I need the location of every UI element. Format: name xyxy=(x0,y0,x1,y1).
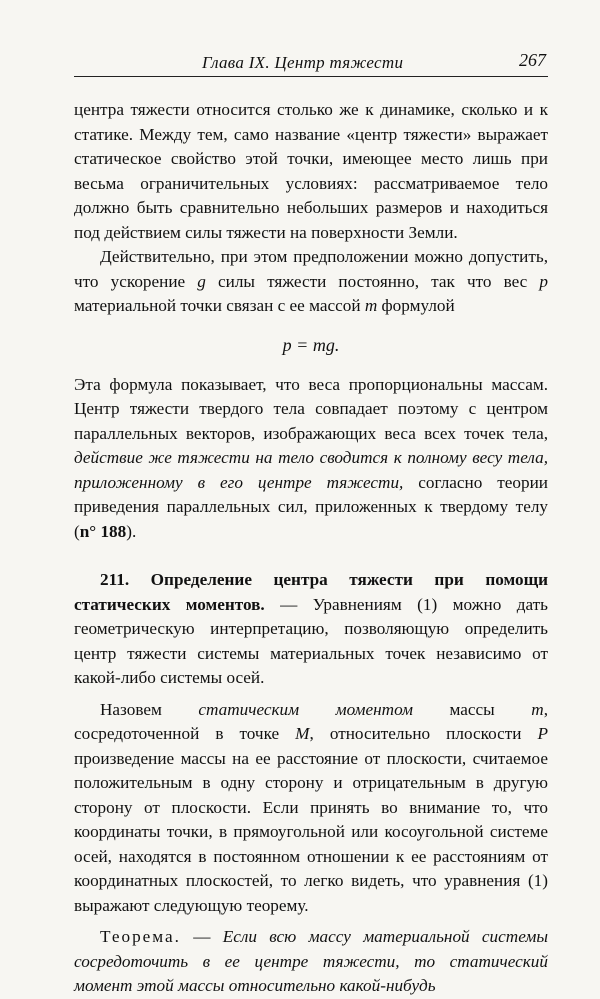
italic-statement: действие же тяжести на тело сводится к полному весу тела, приложенному в его центре тяжести, xyxy=(74,448,548,492)
formula: p = mg. xyxy=(282,334,340,355)
symbol-m: m xyxy=(531,699,544,719)
theorem-label: Теорема. xyxy=(100,927,181,946)
symbol-p: p xyxy=(539,271,548,291)
page-number: 267 xyxy=(519,50,546,70)
paragraph-1: центра тяжести относится столько же к динамике, сколько и к статике. Между тем, само название «центр тяжести» выражает статическое свойство этой точки, имеющее место лишь при весьма ограничительных условиях: рассматриваемое тело должно быть сравнительно небольших размеров и находиться под действием силы тяжести на поверхности Земли. xyxy=(74,100,548,242)
text-run: — Уравнениям (1) можно дать геометрическую интерпретацию, позволяющую определить центр тяжести системы материальных точек независимо от какой-либо системы осей. xyxy=(74,594,548,687)
running-title: Глава IX. Центр тяжести xyxy=(202,53,404,72)
body-text xyxy=(74,98,548,999)
symbol-M: M xyxy=(295,724,310,743)
paragraph-6 xyxy=(74,925,548,999)
text-run: , относительно плоскости xyxy=(309,724,538,743)
text-run: Эта формула показывает, что веса пропорциональны массам. Центр тяжести твердого тела совпадает поэтому с центром параллельных векторов, изображающих веса всех точек тела, xyxy=(74,374,548,443)
text-run: произведение массы на ее расстояние от плоскости, считаемое положительным в одну сторону и отрицательным в другую сторону от плоскости. Если принять во внимание то, что координаты точки, в прямоугольной или косоугольной системе осей, находятся в постоянном отношении к ее расстояниям от координатных плоскостей, то легко видеть, что уравнения (1) выражают следующую теорему. xyxy=(74,748,548,915)
page-header xyxy=(74,50,548,77)
section-heading: 211. Определение центра тяжести при помощи статических моментов. xyxy=(74,570,548,614)
symbol-g: g xyxy=(197,271,206,291)
text-run: , сосредоточенной в точке xyxy=(74,699,548,743)
section-reference: n° 188 xyxy=(79,521,127,541)
symbol-P: P xyxy=(537,724,548,743)
paragraph-5 xyxy=(74,698,548,919)
paragraph-4 xyxy=(74,568,548,691)
text-run: ). xyxy=(126,521,137,541)
paragraph-3 xyxy=(74,373,548,545)
text-run: Действительно, при этом предположении можно допустить, что ускорение xyxy=(74,247,548,291)
text-run: силы тяжести постоянно, так что вес xyxy=(205,271,540,291)
text-run: материальной точки связан с ее массой xyxy=(74,296,365,315)
term-static-moment: статическим моментом xyxy=(198,699,413,719)
symbol-m: m xyxy=(364,296,378,315)
text-run: Назовем xyxy=(100,699,199,719)
theorem-statement: Если всю массу материальной системы сосредоточить в ее центре тяжести, то статический момент этой массы относительно какой-нибудь xyxy=(74,927,549,995)
text-run: формулой xyxy=(377,296,455,315)
text-run: согласно теории приведения параллельных сил, приложенных к твердому телу ( xyxy=(74,472,548,541)
paragraph-2 xyxy=(74,245,548,319)
text-run: — xyxy=(180,927,223,946)
text-run: массы xyxy=(412,699,532,719)
